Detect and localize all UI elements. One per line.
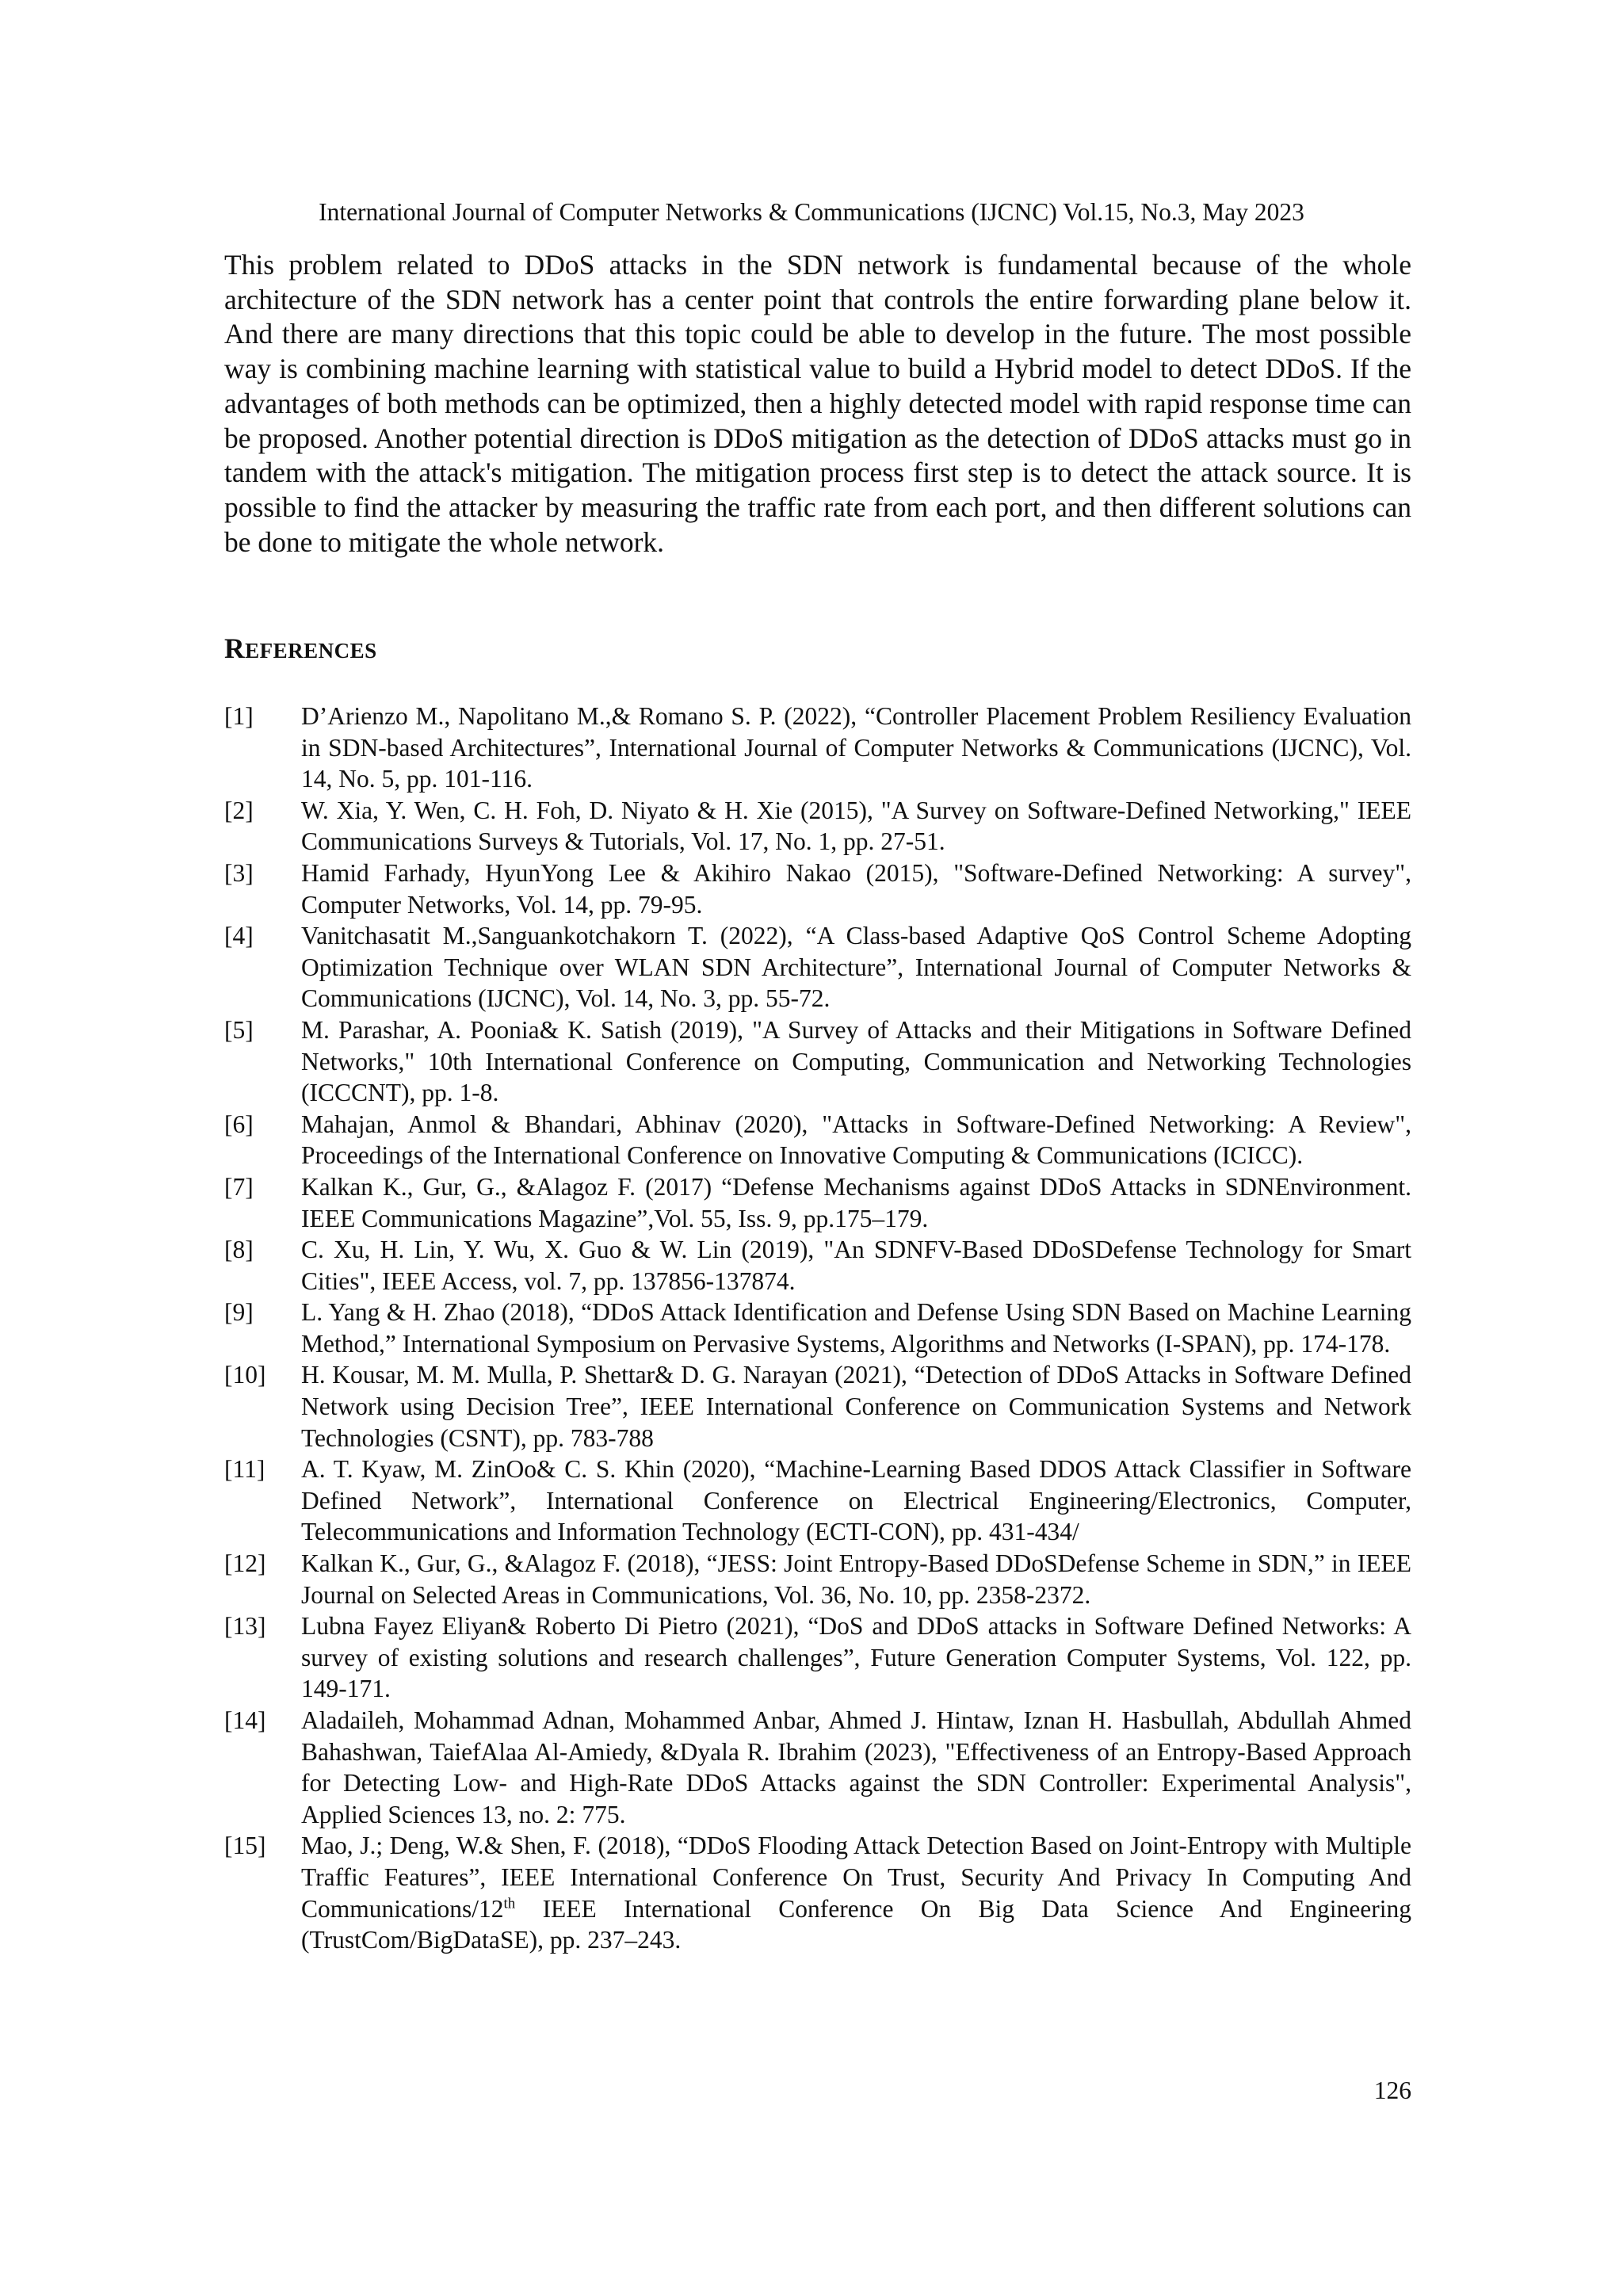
reference-text: Mahajan, Anmol & Bhandari, Abhinav (2020), "Attacks in Software-Defined Networking: A Review", Proceedings of the International Conference on Innovative Computing & Communications (ICICC). bbox=[301, 1110, 1411, 1170]
reference-text-part: Mao, J.; Deng, W.& Shen, F. (2018), “DDoS Flooding Attack Detection Based on Joint-Entropy with Multiple Traffic Features”, IEEE International Conference On Trust, Security And Privacy In Computing And Communications/12 bbox=[301, 1832, 1411, 1923]
reference-item bbox=[224, 1705, 1411, 1830]
page-number: 126 bbox=[1373, 2076, 1411, 2104]
reference-text: C. Xu, H. Lin, Y. Wu, X. Guo & W. Lin (2019), "An SDNFV-Based DDoSDefense Technology for Smart Cities", IEEE Access, vol. 7, pp. 137856-137874. bbox=[301, 1236, 1411, 1295]
reference-number: [12] bbox=[224, 1549, 266, 1578]
reference-text: Lubna Fayez Eliyan& Roberto Di Pietro (2021), “DoS and DDoS attacks in Software Defined Networks: A survey of existing solutions and research challenges”, Future Generation Computer Systems, Vol. 122, pp. 149-171. bbox=[301, 1612, 1411, 1703]
reference-text: Kalkan K., Gur, G., &Alagoz F. (2018), “JESS: Joint Entropy-Based DDoSDefense Scheme in SDN,” in IEEE Journal on Selected Areas in Communications, Vol. 36, No. 10, pp. 2358-2372. bbox=[301, 1549, 1411, 1609]
reference-text: Aladaileh, Mohammad Adnan, Mohammed Anbar, Ahmed J. Hintaw, Iznan H. Hasbullah, Abdullah Ahmed Bahashwan, TaiefAlaa Al-Amiedy, &Dyala R. Ibrahim (2023), "Effectiveness of an Entropy-Based Approach for Detecting Low- and High-Rate DDoS Attacks against the SDN Controller: Experimental Analysis", Applied Sciences 13, no. 2: 775. bbox=[301, 1706, 1411, 1828]
reference-item bbox=[224, 701, 1411, 795]
reference-number: [8] bbox=[224, 1236, 254, 1264]
reference-number: [2] bbox=[224, 796, 254, 824]
reference-number: [1] bbox=[224, 702, 254, 730]
reference-text: Hamid Farhady, HyunYong Lee & Akihiro Nakao (2015), "Software-Defined Networking: A survey", Computer Networks, Vol. 14, pp. 79-95. bbox=[301, 858, 1411, 919]
reference-number: [5] bbox=[224, 1015, 254, 1044]
reference-item bbox=[224, 795, 1411, 858]
reference-text: A. T. Kyaw, M. ZinOo& C. S. Khin (2020), “Machine-Learning Based DDOS Attack Classifier in Software Defined Network”, International Conference on Electrical Engineering/Electronics, Computer, Telecommunications and Information Technology (ECTI-CON), pp. 431-434/ bbox=[301, 1455, 1411, 1546]
reference-item bbox=[224, 1014, 1411, 1109]
reference-text: M. Parashar, A. Poonia& K. Satish (2019), "A Survey of Attacks and their Mitigations in Software Defined Networks," 10th International Conference on Computing, Communication and Networking Technologies (ICCCNT), pp. 1-8. bbox=[301, 1015, 1411, 1107]
reference-number: [10] bbox=[224, 1361, 266, 1389]
reference-item bbox=[224, 858, 1411, 920]
reference-text bbox=[301, 1830, 1411, 1955]
reference-number: [15] bbox=[224, 1832, 266, 1860]
reference-text: W. Xia, Y. Wen, C. H. Foh, D. Niyato & H. Xie (2015), "A Survey on Software-Defined Networking," IEEE Communications Surveys & Tutorials, Vol. 17, No. 1, pp. 27-51. bbox=[301, 796, 1411, 856]
reference-number: [7] bbox=[224, 1172, 254, 1201]
reference-number: [4] bbox=[224, 922, 254, 950]
reference-item bbox=[224, 920, 1411, 1014]
reference-item bbox=[224, 1171, 1411, 1234]
reference-item bbox=[224, 1454, 1411, 1548]
references-heading-rest: EFERENCES bbox=[245, 639, 377, 663]
reference-item bbox=[224, 1830, 1411, 1955]
references-list bbox=[224, 701, 1411, 1956]
references-heading-initial: R bbox=[224, 632, 246, 664]
reference-number: [13] bbox=[224, 1612, 266, 1641]
reference-number: [6] bbox=[224, 1110, 254, 1138]
running-header: International Journal of Computer Networks & Communications (IJCNC) Vol.15, No.3, May 2023 bbox=[319, 198, 1304, 226]
reference-item bbox=[224, 1109, 1411, 1171]
reference-number: [9] bbox=[224, 1298, 254, 1327]
reference-text: L. Yang & H. Zhao (2018), “DDoS Attack Identification and Defense Using SDN Based on Machine Learning Method,” International Symposium on Pervasive Systems, Algorithms and Networks (I-SPAN), pp. 174-178. bbox=[301, 1298, 1411, 1358]
reference-text: D’Arienzo M., Napolitano M.,& Romano S. P. (2022), “Controller Placement Problem Resiliency Evaluation in SDN-based Architectures”, International Journal of Computer Networks & Communications (IJCNC), Vol. 14, No. 5, pp. 101-116. bbox=[301, 702, 1411, 793]
reference-item bbox=[224, 1234, 1411, 1297]
reference-item bbox=[224, 1297, 1411, 1359]
references-heading bbox=[224, 631, 377, 668]
reference-text: Kalkan K., Gur, G., &Alagoz F. (2017) “Defense Mechanisms against DDoS Attacks in SDNEnvironment. IEEE Communications Magazine”,Vol. 55, Iss. 9, pp.175–179. bbox=[301, 1172, 1411, 1232]
reference-number: [14] bbox=[224, 1706, 266, 1734]
reference-item bbox=[224, 1359, 1411, 1454]
ordinal-superscript: th bbox=[503, 1895, 516, 1912]
reference-item bbox=[224, 1610, 1411, 1705]
reference-text-part: IEEE International Conference On Big Data Science And Engineering (TrustCom/BigDataSE), pp. 237–243. bbox=[301, 1894, 1411, 1954]
reference-number: [11] bbox=[224, 1455, 265, 1484]
reference-text: H. Kousar, M. M. Mulla, P. Shettar& D. G. Narayan (2021), “Detection of DDoS Attacks in Software Defined Network using Decision Tree”, IEEE International Conference on Communication Systems and Network Technologies (CSNT), pp. 783-788 bbox=[301, 1361, 1411, 1452]
reference-item bbox=[224, 1548, 1411, 1610]
reference-text: Vanitchasatit M.,Sanguankotchakorn T. (2022), “A Class-based Adaptive QoS Control Scheme Adopting Optimization Technique over WLAN SDN Architecture”, International Journal of Computer Networks & Communications (IJCNC), Vol. 14, No. 3, pp. 55-72. bbox=[301, 922, 1411, 1013]
reference-number: [3] bbox=[224, 858, 254, 887]
conclusion-paragraph: This problem related to DDoS attacks in the SDN network is fundamental because of the whole architecture of the SDN network has a center point that controls the entire forwarding plane below it. And there are many directions that this topic could be able to develop in the future. The most possible way is combining machine learning with statistical value to build a Hybrid model to detect DDoS. If the advantages of both methods can be optimized, then a highly detected model with rapid response time can be proposed. Another potential direction is DDoS mitigation as the detection of DDoS attacks must go in tandem with the attack's mitigation. The mitigation process first step is to detect the attack source. It is possible to find the attacker by measuring the traffic rate from each port, and then different solutions can be done to mitigate the whole network. bbox=[224, 249, 1411, 558]
